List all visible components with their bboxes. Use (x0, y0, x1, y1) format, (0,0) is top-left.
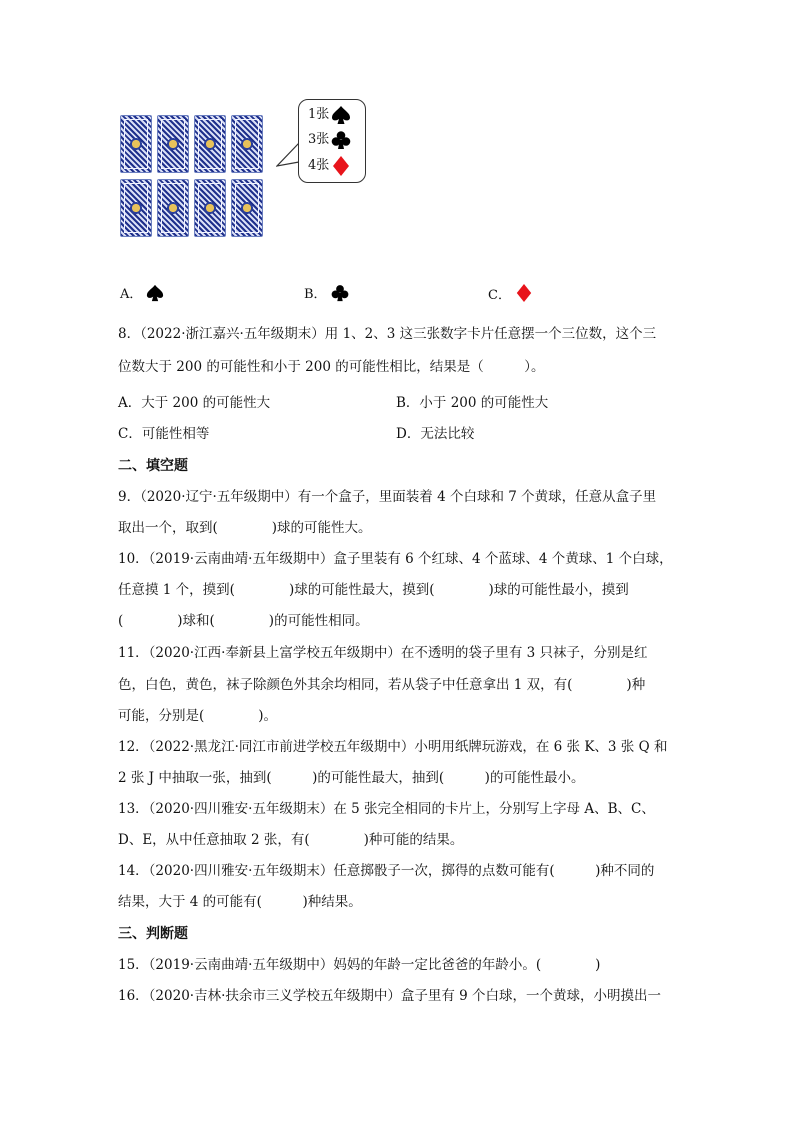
q10-line-2: 任意摸 1 个，摸到( )球的可能性最大，摸到( )球的可能性最小，摸到 (118, 582, 629, 598)
option-label: A． (120, 287, 143, 302)
diamond-icon (331, 155, 351, 177)
q10-line-3: ( )球和( )的可能性相同。 (118, 613, 369, 629)
speech-bubble (298, 99, 366, 183)
q9-line-1: 9．（2020·辽宁·五年级期中）有一个盒子，里面装着 4 个白球和 7 个黄球，任意从盒子里 (118, 489, 657, 505)
club-icon (331, 130, 351, 150)
card-back (231, 179, 263, 237)
diamond-icon (515, 283, 533, 303)
q8-option-a[interactable]: A．大于 200 的可能性大 (118, 395, 271, 411)
spade-icon (331, 105, 351, 125)
bubble-row-spade (308, 103, 351, 127)
q8-option-d[interactable]: D．无法比较 (396, 426, 475, 442)
q15-line-1: 15．（2019·云南曲靖·五年级期中）妈妈的年龄一定比爸爸的年龄小。( ) (118, 957, 601, 973)
q8-line-1: 8．（2022·浙江嘉兴·五年级期末）用 1、2、3 这三张数字卡片任意摆一个三位数，这个三 (118, 326, 657, 342)
bubble-row-club (308, 128, 351, 152)
q11-line-2: 色，白色，黄色，袜子除颜色外其余均相同，若从袋子中任意拿出 1 双，有( )种 (118, 677, 646, 693)
q10-line-1: 10．（2019·云南曲靖·五年级期中）盒子里装有 6 个红球、4 个蓝球、4 个黄球、1 个白球， (118, 551, 673, 567)
card-back (194, 179, 226, 237)
q9-line-2: 取出一个，取到( )球的可能性大。 (118, 520, 372, 536)
spade-icon (146, 284, 164, 302)
q14-line-2: 结果，大于 4 的可能有( )种结果。 (118, 894, 362, 910)
bubble-count: 1张 (308, 107, 330, 122)
option-b[interactable] (304, 283, 349, 302)
club-icon (331, 284, 349, 302)
option-a[interactable] (120, 283, 164, 302)
q12-line-2: 2 张 J 中抽取一张，抽到( )的可能性最大，抽到( )的可能性最小。 (118, 770, 585, 786)
option-label: B． (304, 287, 327, 302)
section-heading-true-false: 三、判断题 (118, 926, 188, 942)
q8-line-2: 位数大于 200 的可能性和小于 200 的可能性相比，结果是（ ）。 (118, 359, 545, 375)
card-back (120, 115, 152, 173)
playing-cards-figure (120, 115, 266, 239)
card-back (157, 179, 189, 237)
section-heading-fill-in: 二、填空题 (118, 458, 188, 474)
q8-option-b[interactable]: B．小于 200 的可能性大 (396, 395, 549, 411)
card-back (231, 115, 263, 173)
q12-line-1: 12．（2022·黑龙江·同江市前进学校五年级期中）小明用纸牌玩游戏，在 6 张 K、3 张 Q 和 (118, 739, 668, 755)
card-back (120, 179, 152, 237)
q13-line-2: D、E，从中任意抽取 2 张，有( )种可能的结果。 (118, 832, 464, 848)
q8-option-c[interactable]: C．可能性相等 (118, 426, 210, 442)
q14-line-1: 14．（2020·四川雅安·五年级期末）任意掷骰子一次，掷得的点数可能有( )种不同的 (118, 863, 655, 879)
bubble-row-diamond (308, 154, 351, 178)
q11-line-1: 11．（2020·江西·奉新县上富学校五年级期中）在不透明的袋子里有 3 只袜子，分别是红 (118, 645, 648, 661)
q16-line-1: 16．（2020·吉林·扶余市三义学校五年级期中）盒子里有 9 个白球，一个黄球，小明摸出一 (118, 988, 662, 1004)
q13-line-1: 13．（2020·四川雅安·五年级期末）在 5 张完全相同的卡片上，分别写上字母 A、B、C、 (118, 801, 655, 817)
q7-options (0, 283, 794, 307)
card-back (194, 115, 226, 173)
bubble-count: 3张 (308, 132, 330, 147)
bubble-count: 4张 (308, 158, 330, 173)
option-c[interactable] (488, 283, 533, 303)
card-back (157, 115, 189, 173)
option-label: C． (488, 287, 511, 303)
q11-line-3: 可能，分别是( )。 (118, 708, 278, 724)
